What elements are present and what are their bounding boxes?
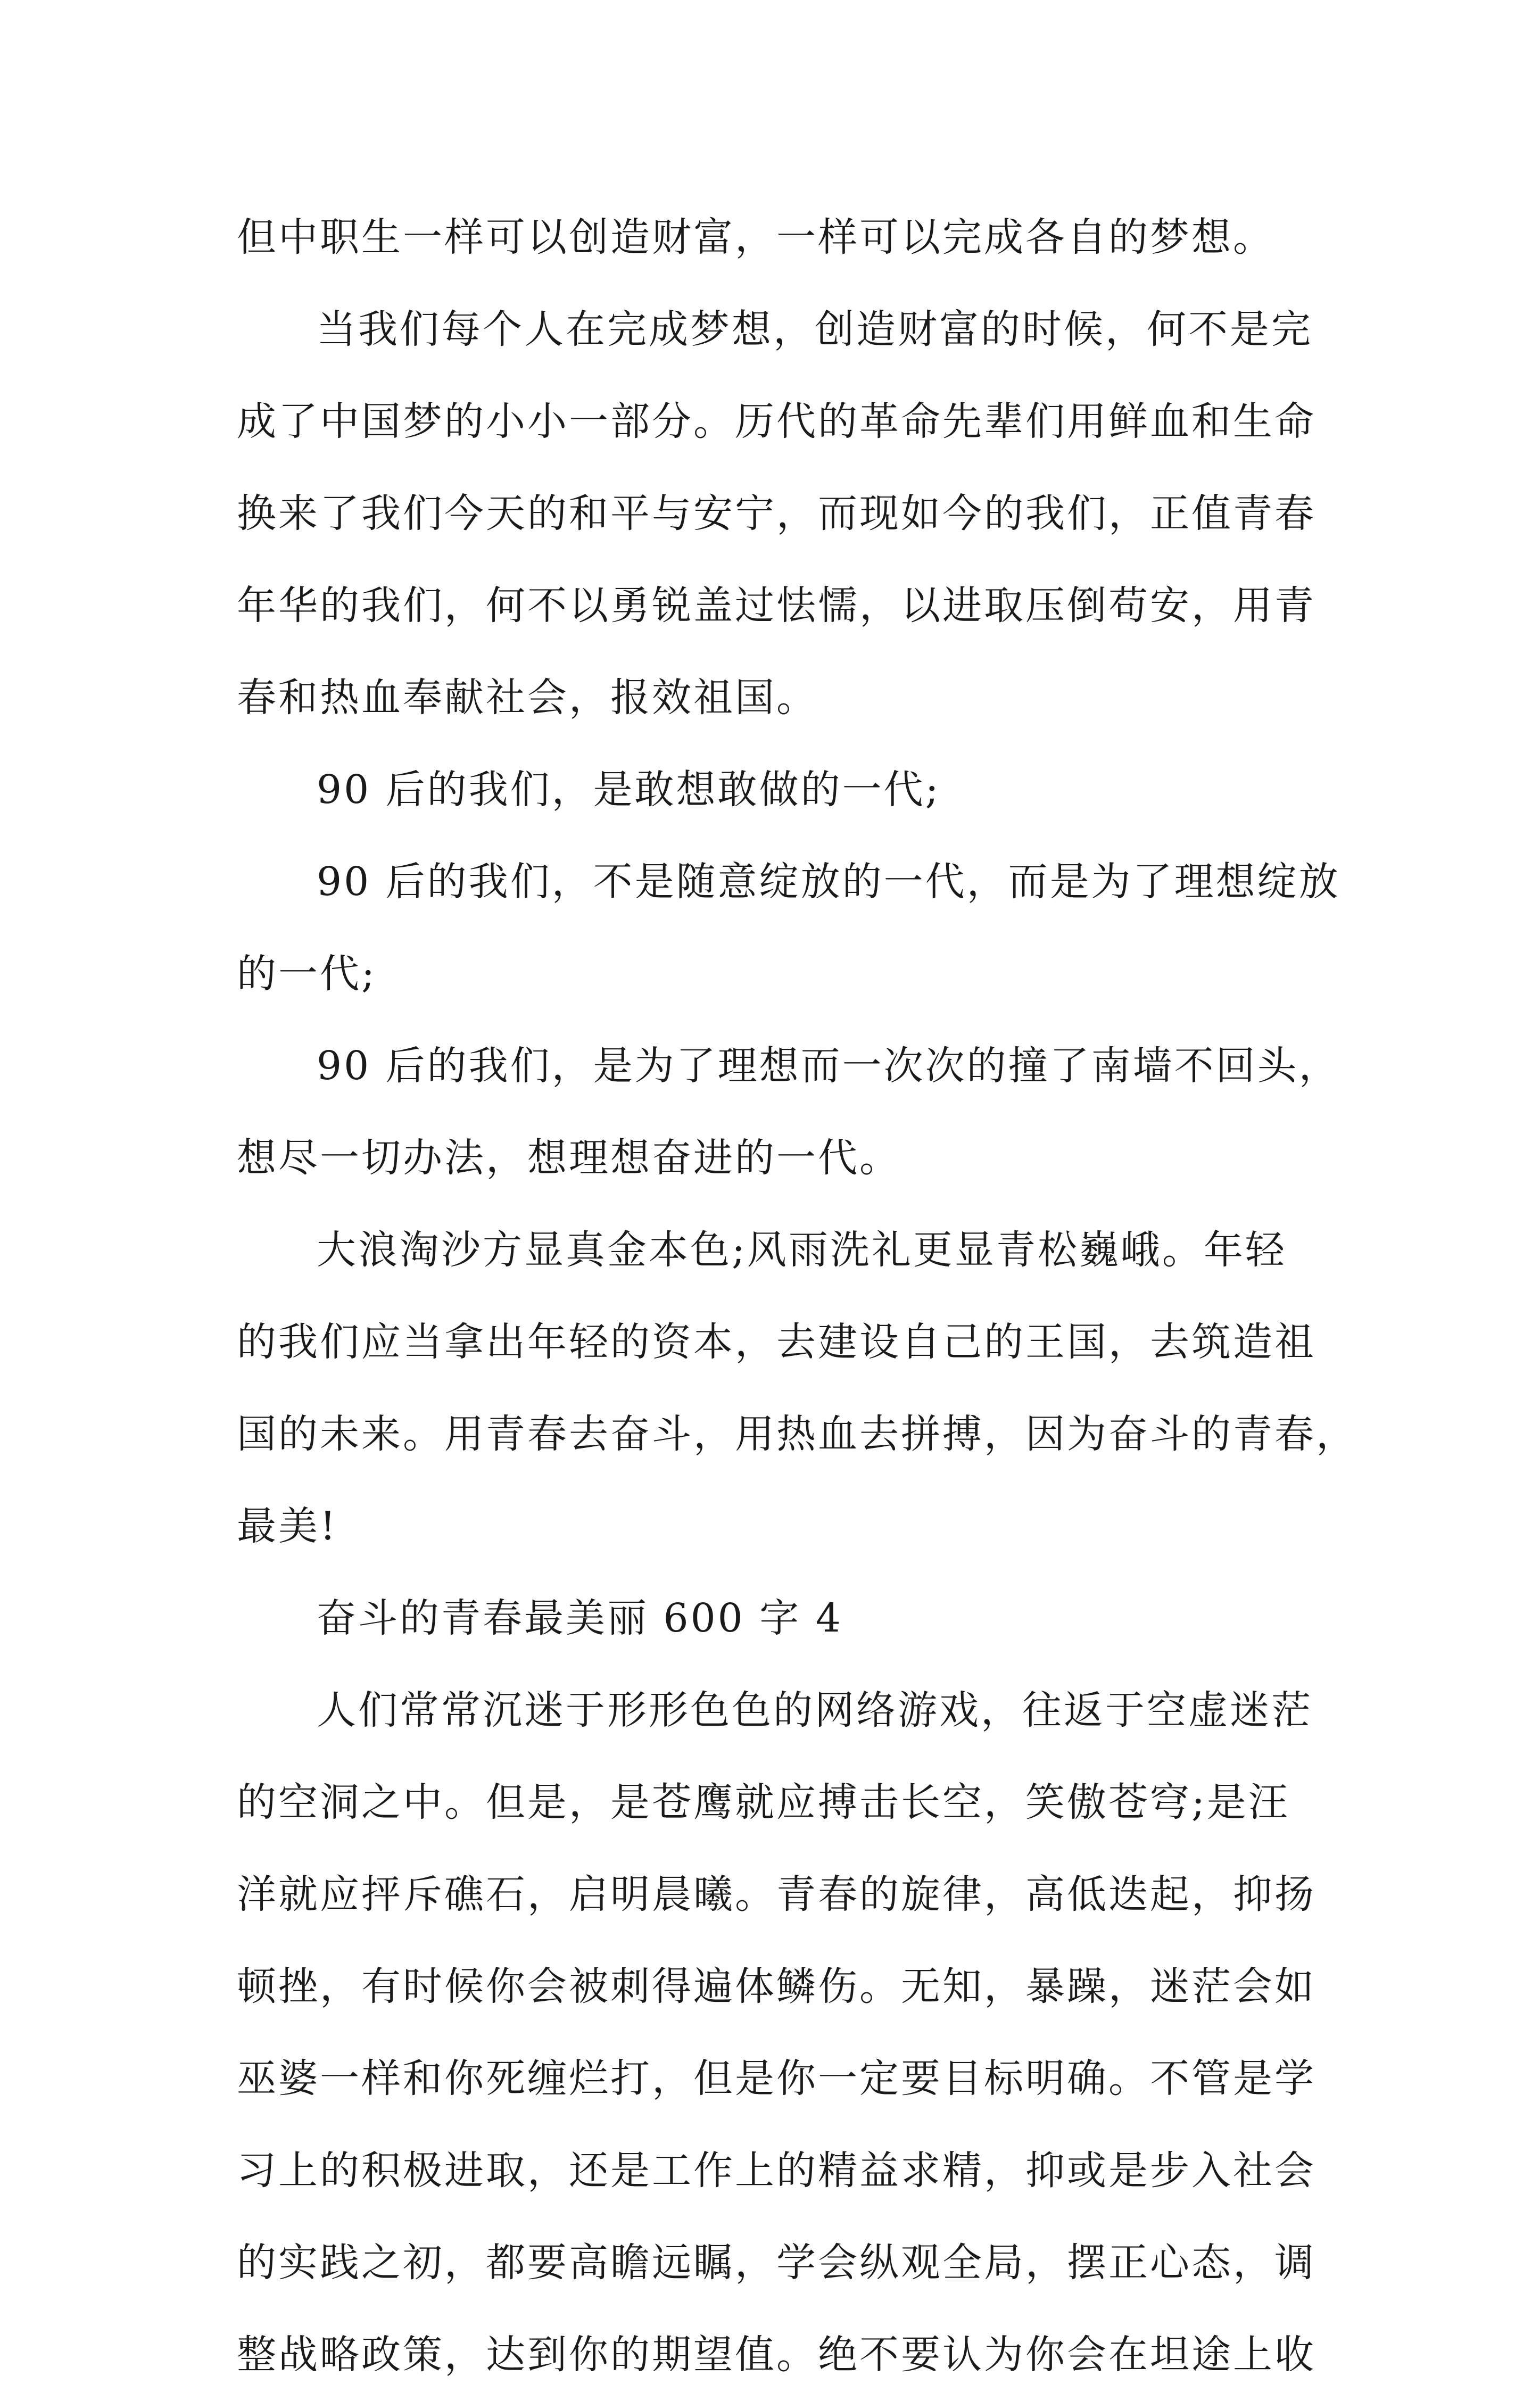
- text-line: 成了中国梦的小小一部分。历代的革命先辈们用鲜血和生命: [237, 399, 1316, 444]
- text-line: 的空洞之中。但是，是苍鹰就应搏击长空，笑傲苍穹;是汪: [237, 1779, 1290, 1825]
- text-line: 换来了我们今天的和平与安宁，而现如今的我们，正值青春: [237, 491, 1316, 536]
- text-line: 的实践之初，都要高瞻远瞩，学会纵观全局，摆正心态，调: [237, 2240, 1316, 2286]
- text-line: 整战略政策，达到你的期望值。绝不要认为你会在坦途上收: [237, 2332, 1316, 2378]
- text-line: 年华的我们，何不以勇锐盖过怯懦，以进取压倒苟安，用青: [237, 583, 1316, 628]
- text-line: 想尽一切办法，想理想奋进的一代。: [237, 1135, 901, 1181]
- text-line: 90 后的我们，是敢想敢做的一代;: [317, 767, 941, 813]
- text-line: 顿挫，有时候你会被刺得遍体鳞伤。无知，暴躁，迷茫会如: [237, 1964, 1316, 2009]
- text-line: 习上的积极进取，还是工作上的精益求精，抑或是步入社会: [237, 2148, 1316, 2193]
- text-line: 春和热血奉献社会，报效祖国。: [237, 675, 818, 721]
- text-line: 的一代;: [237, 951, 377, 997]
- text-line: 人们常常沉迷于形形色色的网络游戏，往返于空虚迷茫: [317, 1687, 1313, 1733]
- text-line: 最美!: [237, 1503, 338, 1549]
- text-line: 巫婆一样和你死缠烂打，但是你一定要目标明确。不管是学: [237, 2056, 1316, 2101]
- text-line: 洋就应抨斥礁石，启明晨曦。青春的旋律，高低迭起，抑扬: [237, 1872, 1316, 1917]
- text-line: 90 后的我们，不是随意绽放的一代，而是为了理想绽放: [317, 859, 1340, 905]
- section-heading: 奋斗的青春最美丽 600 字 4: [317, 1595, 843, 1641]
- text-line: 但中职生一样可以创造财富，一样可以完成各自的梦想。: [237, 214, 1274, 260]
- document-text-body: [237, 192, 1357, 2401]
- text-line: 大浪淘沙方显真金本色;风雨洗礼更显青松巍峨。年轻: [317, 1227, 1287, 1273]
- text-line: 90 后的我们，是为了理想而一次次的撞了南墙不回头，: [317, 1043, 1340, 1089]
- text-line: 的我们应当拿出年轻的资本，去建设自己的王国，去筑造祖: [237, 1319, 1316, 1365]
- text-line: 国的未来。用青春去奋斗，用热血去拼搏，因为奋斗的青春，: [237, 1411, 1357, 1457]
- text-line: 当我们每个人在完成梦想，创造财富的时候，何不是完: [317, 307, 1313, 352]
